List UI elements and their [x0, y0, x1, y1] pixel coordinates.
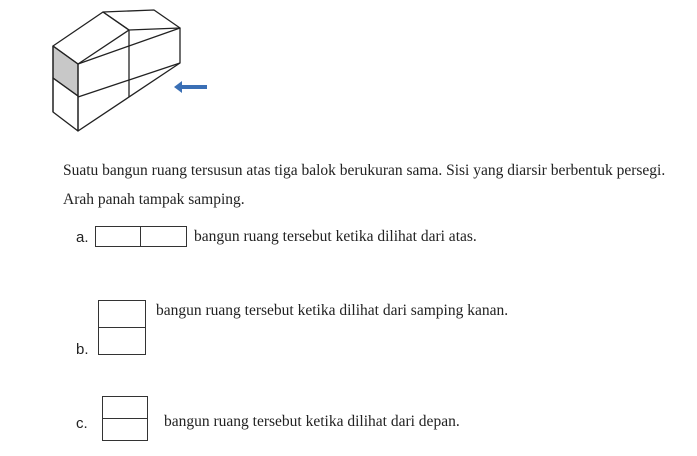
- option-c-text: bangun ruang tersebut ketika dilihat dari depan.: [164, 413, 460, 430]
- option-b-label: b.: [76, 341, 89, 358]
- cuboid-figure: [0, 0, 230, 145]
- divider-line: [140, 227, 141, 246]
- option-b-text: bangun ruang tersebut ketika dilihat dari samping kanan.: [156, 302, 509, 319]
- option-c-front-view-shape: [102, 396, 148, 441]
- option-a-top-view-shape: [95, 226, 187, 247]
- divider-line: [103, 418, 147, 419]
- option-c-label: c.: [76, 415, 88, 432]
- arrow-left-icon: [172, 80, 210, 94]
- question-text: Suatu bangun ruang tersusun atas tiga balok berukuran sama. Sisi yang diarsir berbentuk persegi. Arah panah tampak samping.: [63, 162, 666, 208]
- divider-line: [99, 327, 145, 328]
- option-a-text: bangun ruang tersebut ketika dilihat dari atas.: [194, 228, 477, 245]
- shaded-square-face: [53, 46, 78, 96]
- top-face-right: [103, 10, 180, 30]
- option-b-side-view-shape: [98, 300, 146, 355]
- option-a-label: a.: [76, 229, 89, 246]
